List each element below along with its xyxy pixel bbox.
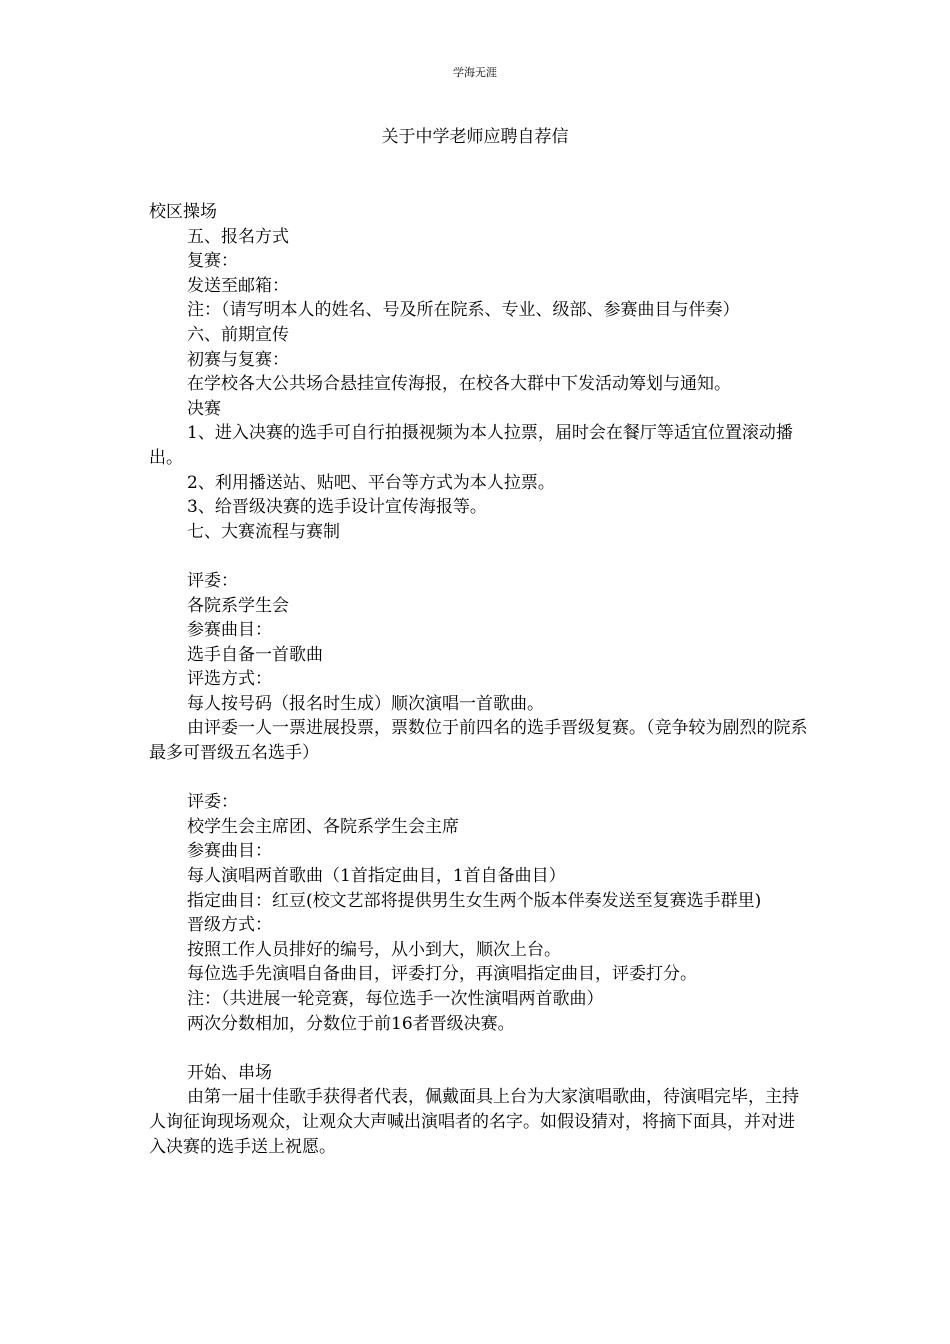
document-title: 关于中学老师应聘自荐信 xyxy=(381,127,569,147)
section-heading: 七、大赛流程与赛制 xyxy=(187,521,340,542)
body-paragraph: 晋级方式： xyxy=(187,915,272,936)
body-paragraph: 按照工作人员排好的编号，从小到大，顺次上台。 xyxy=(187,939,561,960)
body-paragraph: 评委： xyxy=(187,570,238,591)
body-paragraph: 校区操场 xyxy=(149,202,217,222)
list-item: 3、给晋级决赛的选手设计宣传海报等。 xyxy=(187,497,487,518)
body-paragraph: 评委： xyxy=(187,792,238,813)
body-paragraph: 每人演唱两首歌曲（1首指定曲目，1首自备曲目） xyxy=(187,866,566,887)
body-paragraph: 校学生会主席团、各院系学生会主席 xyxy=(187,816,459,837)
blank-line xyxy=(149,544,809,569)
body-paragraph: 注：（请写明本人的姓名、号及所在院系、专业、级部、参赛曲目与伴奏） xyxy=(187,300,740,321)
list-item: 2、利用播送站、贴吧、平台等方式为本人拉票。 xyxy=(187,472,555,493)
list-item: 1、进入决赛的选手可自行拍摄视频为本人拉票，届时会在餐厅等适宜位置滚动播出。 xyxy=(149,423,793,468)
body-paragraph: 发送至邮箱： xyxy=(187,275,289,296)
body-paragraph: 复赛： xyxy=(187,251,238,272)
body-paragraph: 参赛曲目： xyxy=(187,620,272,641)
body-paragraph: 指定曲目：红豆(校文艺部将提供男生女生两个版本伴奏发送至复赛选手群里) xyxy=(187,890,762,911)
blank-line xyxy=(149,1036,809,1061)
body-paragraph: 每位选手先演唱自备曲目，评委打分，再演唱指定曲目，评委打分。 xyxy=(187,964,697,985)
body-paragraph: 两次分数相加，分数位于前16者晋级决赛。 xyxy=(187,1013,515,1034)
body-paragraph: 初赛与复赛： xyxy=(187,349,289,370)
body-paragraph: 参赛曲目： xyxy=(187,841,272,862)
body-paragraph: 在学校各大公共场合悬挂宣传海报，在校各大群中下发活动筹划与通知。 xyxy=(187,374,731,395)
body-paragraph: 评选方式： xyxy=(187,669,272,690)
body-paragraph: 决赛 xyxy=(187,398,221,419)
body-paragraph: 选手自备一首歌曲 xyxy=(187,644,323,665)
section-heading: 六、前期宣传 xyxy=(187,324,289,345)
running-header: 学海无涯 xyxy=(453,66,497,79)
body-paragraph: 由评委一人一票进展投票，票数位于前四名的选手晋级复赛。（竞争较为剧烈的院系最多可晋级五名选手） xyxy=(149,718,808,764)
body-paragraph: 注：（共进展一轮竞赛，每位选手一次性演唱两首歌曲） xyxy=(187,989,604,1009)
section-heading: 五、报名方式 xyxy=(187,226,289,247)
body-paragraph: 开始、串场 xyxy=(187,1062,272,1083)
body-paragraph: 各院系学生会 xyxy=(187,595,289,616)
blank-line xyxy=(149,766,809,791)
body-paragraph: 由第一届十佳歌手获得者代表，佩戴面具上台为大家演唱歌曲，待演唱完毕，主持人询征询现场观众，让观众大声喊出演唱者的名字。如假设猜对，将摘下面具，并对进入决赛的选手送上祝愿。 xyxy=(149,1087,799,1157)
document-body xyxy=(149,200,809,1159)
body-paragraph: 每人按号码（报名时生成）顺次演唱一首歌曲。 xyxy=(187,693,544,714)
